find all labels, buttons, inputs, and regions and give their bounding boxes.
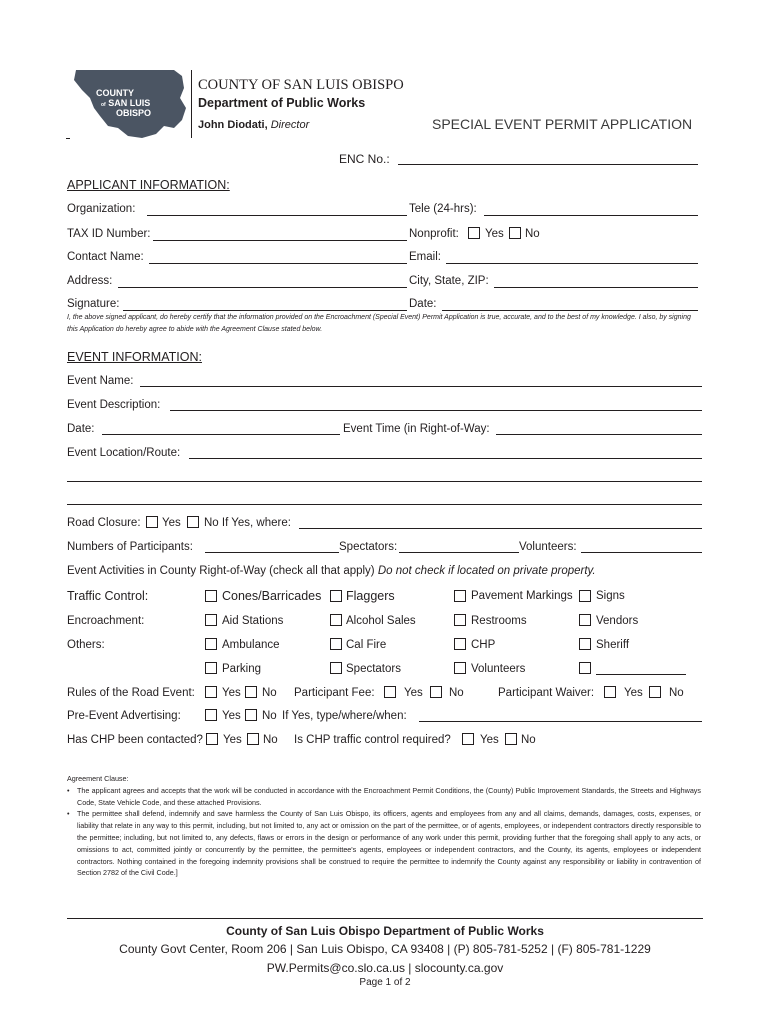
agreement-bullet-1 [67,785,701,809]
director-title: Director [270,119,310,131]
waiver-yes-label: Yes [624,687,643,699]
address-label: Address: [67,275,113,287]
volunteers-option-label: Volunteers [471,663,526,675]
pre-event-advertising-label: Pre-Event Advertising: [67,710,181,722]
email-field[interactable] [446,263,698,264]
fee-no-checkbox[interactable] [430,686,442,698]
participant-fee-label: Participant Fee: [294,687,375,699]
flaggers-label: Flaggers [346,589,395,603]
footer-address: County Govt Center, Room 206 | San Luis Obispo, CA 93408 | (P) 805-781-5252 | (F) 805-781-1229 [119,942,651,956]
event-location-label: Event Location/Route: [67,447,181,459]
city-state-zip-field[interactable] [494,287,698,288]
cal-fire-checkbox[interactable] [330,638,342,650]
organization-field[interactable] [147,215,407,216]
agreement-bullet-1-text: The applicant agrees and accepts that the work will be conducted in accordance with the Encroachment Permit Conditions, the (County) Public Improvement Standards, the Streets and Highways Code, State Vehicle Code, and these attached Provisions. [77,785,701,807]
flaggers-checkbox[interactable] [330,590,342,602]
event-name-label: Event Name: [67,375,134,387]
advertising-yes-label: Yes [222,710,241,722]
logo-obispo: OBISPO [116,108,152,118]
cones-barricades-checkbox[interactable] [205,590,217,602]
fee-yes-label: Yes [404,687,423,699]
chp-required-no-checkbox[interactable] [505,733,517,745]
restrooms-checkbox[interactable] [454,614,466,626]
ambulance-checkbox[interactable] [205,638,217,650]
county-name: COUNTY OF SAN LUIS OBISPO [198,77,404,93]
volunteers-label: Volunteers: [519,541,577,553]
activities-note: Do not check if located on private property. [377,565,596,577]
event-location-line-2[interactable] [67,481,702,482]
chp-contacted-label: Has CHP been contacted? [67,734,203,746]
aid-stations-checkbox[interactable] [205,614,217,626]
signature-label: Signature: [67,298,120,310]
event-time-label: Event Time (in Right-of-Way: [343,423,490,435]
department-name: Department of Public Works [198,96,366,110]
activities-line [67,565,596,577]
pavement-markings-checkbox[interactable] [454,590,466,602]
advertising-no-checkbox[interactable] [245,709,257,721]
agreement-bullet-2 [67,808,701,879]
spectators-option-checkbox[interactable] [330,662,342,674]
road-closure-label: Road Closure: [67,517,141,529]
advertising-details-field[interactable] [419,721,702,722]
form-title: SPECIAL EVENT PERMIT APPLICATION [432,116,693,132]
parking-label: Parking [222,663,261,675]
parking-checkbox[interactable] [205,662,217,674]
spectators-option-label: Spectators [346,663,401,675]
chp-contacted-no-label: No [263,734,278,746]
other-option-field[interactable] [596,674,686,675]
sheriff-checkbox[interactable] [579,638,591,650]
chp-required-yes-checkbox[interactable] [462,733,474,745]
applicant-section-heading: APPLICANT INFORMATION: [67,178,230,192]
logo-san-luis: SAN LUIS [108,98,151,108]
email-label: Email: [409,251,441,263]
road-closure-yes-label: Yes [162,517,181,529]
event-date-label: Date: [67,423,95,435]
event-time-field[interactable] [496,434,702,435]
event-location-field[interactable] [189,458,702,459]
agreement-bullet-2-text: The permittee shall defend, indemnify and save harmless the County of San Luis Obispo, its officers, agents and employees from any and all claims, demands, damages, costs, expenses, or liability that relate in any way to this permit, including, but not limited to, any act or omission on the part of the permittee, or of agents, employees, or independent contractors directly responsible to the permittee; including, but not limited to, any defects, flaws or errors in the design or performance of any work under this permit, providing further that the foregoing shall apply to any acts, or omissions to act, committed jointly or concurrently by the permittee, the permittee's agents, employees or independent contractors, and the County, its agents, employees or independent contractors. Nothing contained in the foregoing indemnity provisions shall be construed to require the permittee to indemnify the County against any responsibility or liability in contravention of Section 2782 of the Civil Code.] [77,809,701,878]
header-rule [66,138,70,139]
cal-fire-label: Cal Fire [346,639,387,651]
chp-contacted-no-checkbox[interactable] [247,733,259,745]
signs-label: Signs [596,590,625,602]
event-description-field[interactable] [170,410,702,411]
waiver-no-label: No [669,687,684,699]
nonprofit-no-label: No [525,228,540,240]
chp-label: CHP [471,639,496,651]
signature-field[interactable] [123,310,407,311]
participant-waiver-label: Participant Waiver: [498,687,595,699]
signs-checkbox[interactable] [579,590,591,602]
other-option-checkbox[interactable] [579,662,591,674]
road-closure-yes-checkbox[interactable] [146,516,158,528]
road-closure-where-field[interactable] [299,528,702,529]
advertising-no-label: No [262,710,277,722]
rules-yes-label: Yes [222,687,241,699]
participants-field[interactable] [205,552,339,553]
chp-required-label: Is CHP traffic control required? [294,734,451,746]
ambulance-label: Ambulance [222,639,280,651]
tele-field[interactable] [484,215,698,216]
nonprofit-no-checkbox[interactable] [509,227,521,239]
chp-required-yes-label: Yes [480,734,499,746]
footer-rule [67,918,703,919]
pavement-markings-label: Pavement Markings [471,590,573,602]
director-line [198,119,309,131]
director-name: John Diodati, [198,119,268,131]
road-closure-no-label: No If Yes, where: [204,517,291,529]
waiver-yes-checkbox[interactable] [604,686,616,698]
advertising-yes-checkbox[interactable] [205,709,217,721]
activities-label: Event Activities in County Right-of-Way (check all that apply) [67,565,375,577]
nonprofit-yes-checkbox[interactable] [468,227,480,239]
volunteers-field[interactable] [581,552,702,553]
traffic-control-label: Traffic Control: [67,589,149,603]
logo-of: of [101,102,106,108]
chp-contacted-yes-label: Yes [223,734,242,746]
nonprofit-yes-label: Yes [485,228,504,240]
rules-of-road-label: Rules of the Road Event: [67,687,195,699]
cones-barricades-label: Cones/Barricades [222,589,322,603]
event-location-line-3[interactable] [67,504,702,505]
aid-stations-label: Aid Stations [222,615,284,627]
chp-required-no-label: No [521,734,536,746]
certification-text: I, the above signed applicant, do hereby certify that the information provided on the Encroachment (Special Event) Permit Application is true, accurate, and to the best of my knowledge. I also, by signing this Application do hereby agree to abide with the Agreement Clause stated below. [67,314,691,333]
chp-contacted-yes-checkbox[interactable] [206,733,218,745]
organization-label: Organization: [67,203,136,215]
fee-yes-checkbox[interactable] [384,686,396,698]
encroachment-label: Encroachment: [67,615,145,627]
spectators-field[interactable] [399,552,519,553]
others-label: Others: [67,639,105,651]
chp-checkbox[interactable] [454,638,466,650]
contact-name-field[interactable] [149,263,407,264]
vendors-checkbox[interactable] [579,614,591,626]
tax-id-label: TAX ID Number: [67,228,151,240]
enc-number-field[interactable] [398,164,698,165]
agreement-clause [67,773,701,879]
event-name-field[interactable] [140,386,702,387]
event-section-heading: EVENT INFORMATION: [67,350,202,364]
participants-label: Numbers of Participants: [67,541,193,553]
rules-no-checkbox[interactable] [245,686,257,698]
nonprofit-label: Nonprofit: [409,228,459,240]
contact-name-label: Contact Name: [67,251,144,263]
alcohol-sales-label: Alcohol Sales [346,615,416,627]
if-yes-type-label: If Yes, type/where/when: [282,710,407,722]
restrooms-label: Restrooms [471,615,527,627]
spectators-label: Spectators: [339,541,398,553]
signature-date-label: Date: [409,298,437,310]
enc-label: ENC No.: [339,152,390,166]
agreement-title: Agreement Clause: [67,774,129,783]
bullet-dot-icon: • [67,785,70,795]
tele-label: Tele (24-hrs): [409,203,477,215]
rules-yes-checkbox[interactable] [205,686,217,698]
address-field[interactable] [118,287,407,288]
rules-no-label: No [262,687,277,699]
footer-org: County of San Luis Obispo Department of Public Works [226,924,544,938]
road-closure-no-checkbox[interactable] [187,516,199,528]
page-number: Page 1 of 2 [359,977,411,988]
volunteers-option-checkbox[interactable] [454,662,466,674]
signature-date-field[interactable] [442,310,698,311]
event-description-label: Event Description: [67,399,161,411]
waiver-no-checkbox[interactable] [649,686,661,698]
alcohol-sales-checkbox[interactable] [330,614,342,626]
city-state-zip-label: City, State, ZIP: [409,275,489,287]
footer-contact: PW.Permits@co.slo.ca.us | slocounty.ca.gov [266,961,504,975]
vendors-label: Vendors [596,615,639,627]
sheriff-label: Sheriff [596,639,630,651]
tax-id-field[interactable] [153,240,407,241]
logo-divider [191,70,192,138]
event-date-field[interactable] [102,434,340,435]
bullet-dot-icon: • [67,809,70,819]
fee-no-label: No [449,687,464,699]
logo-county: COUNTY [96,88,134,98]
